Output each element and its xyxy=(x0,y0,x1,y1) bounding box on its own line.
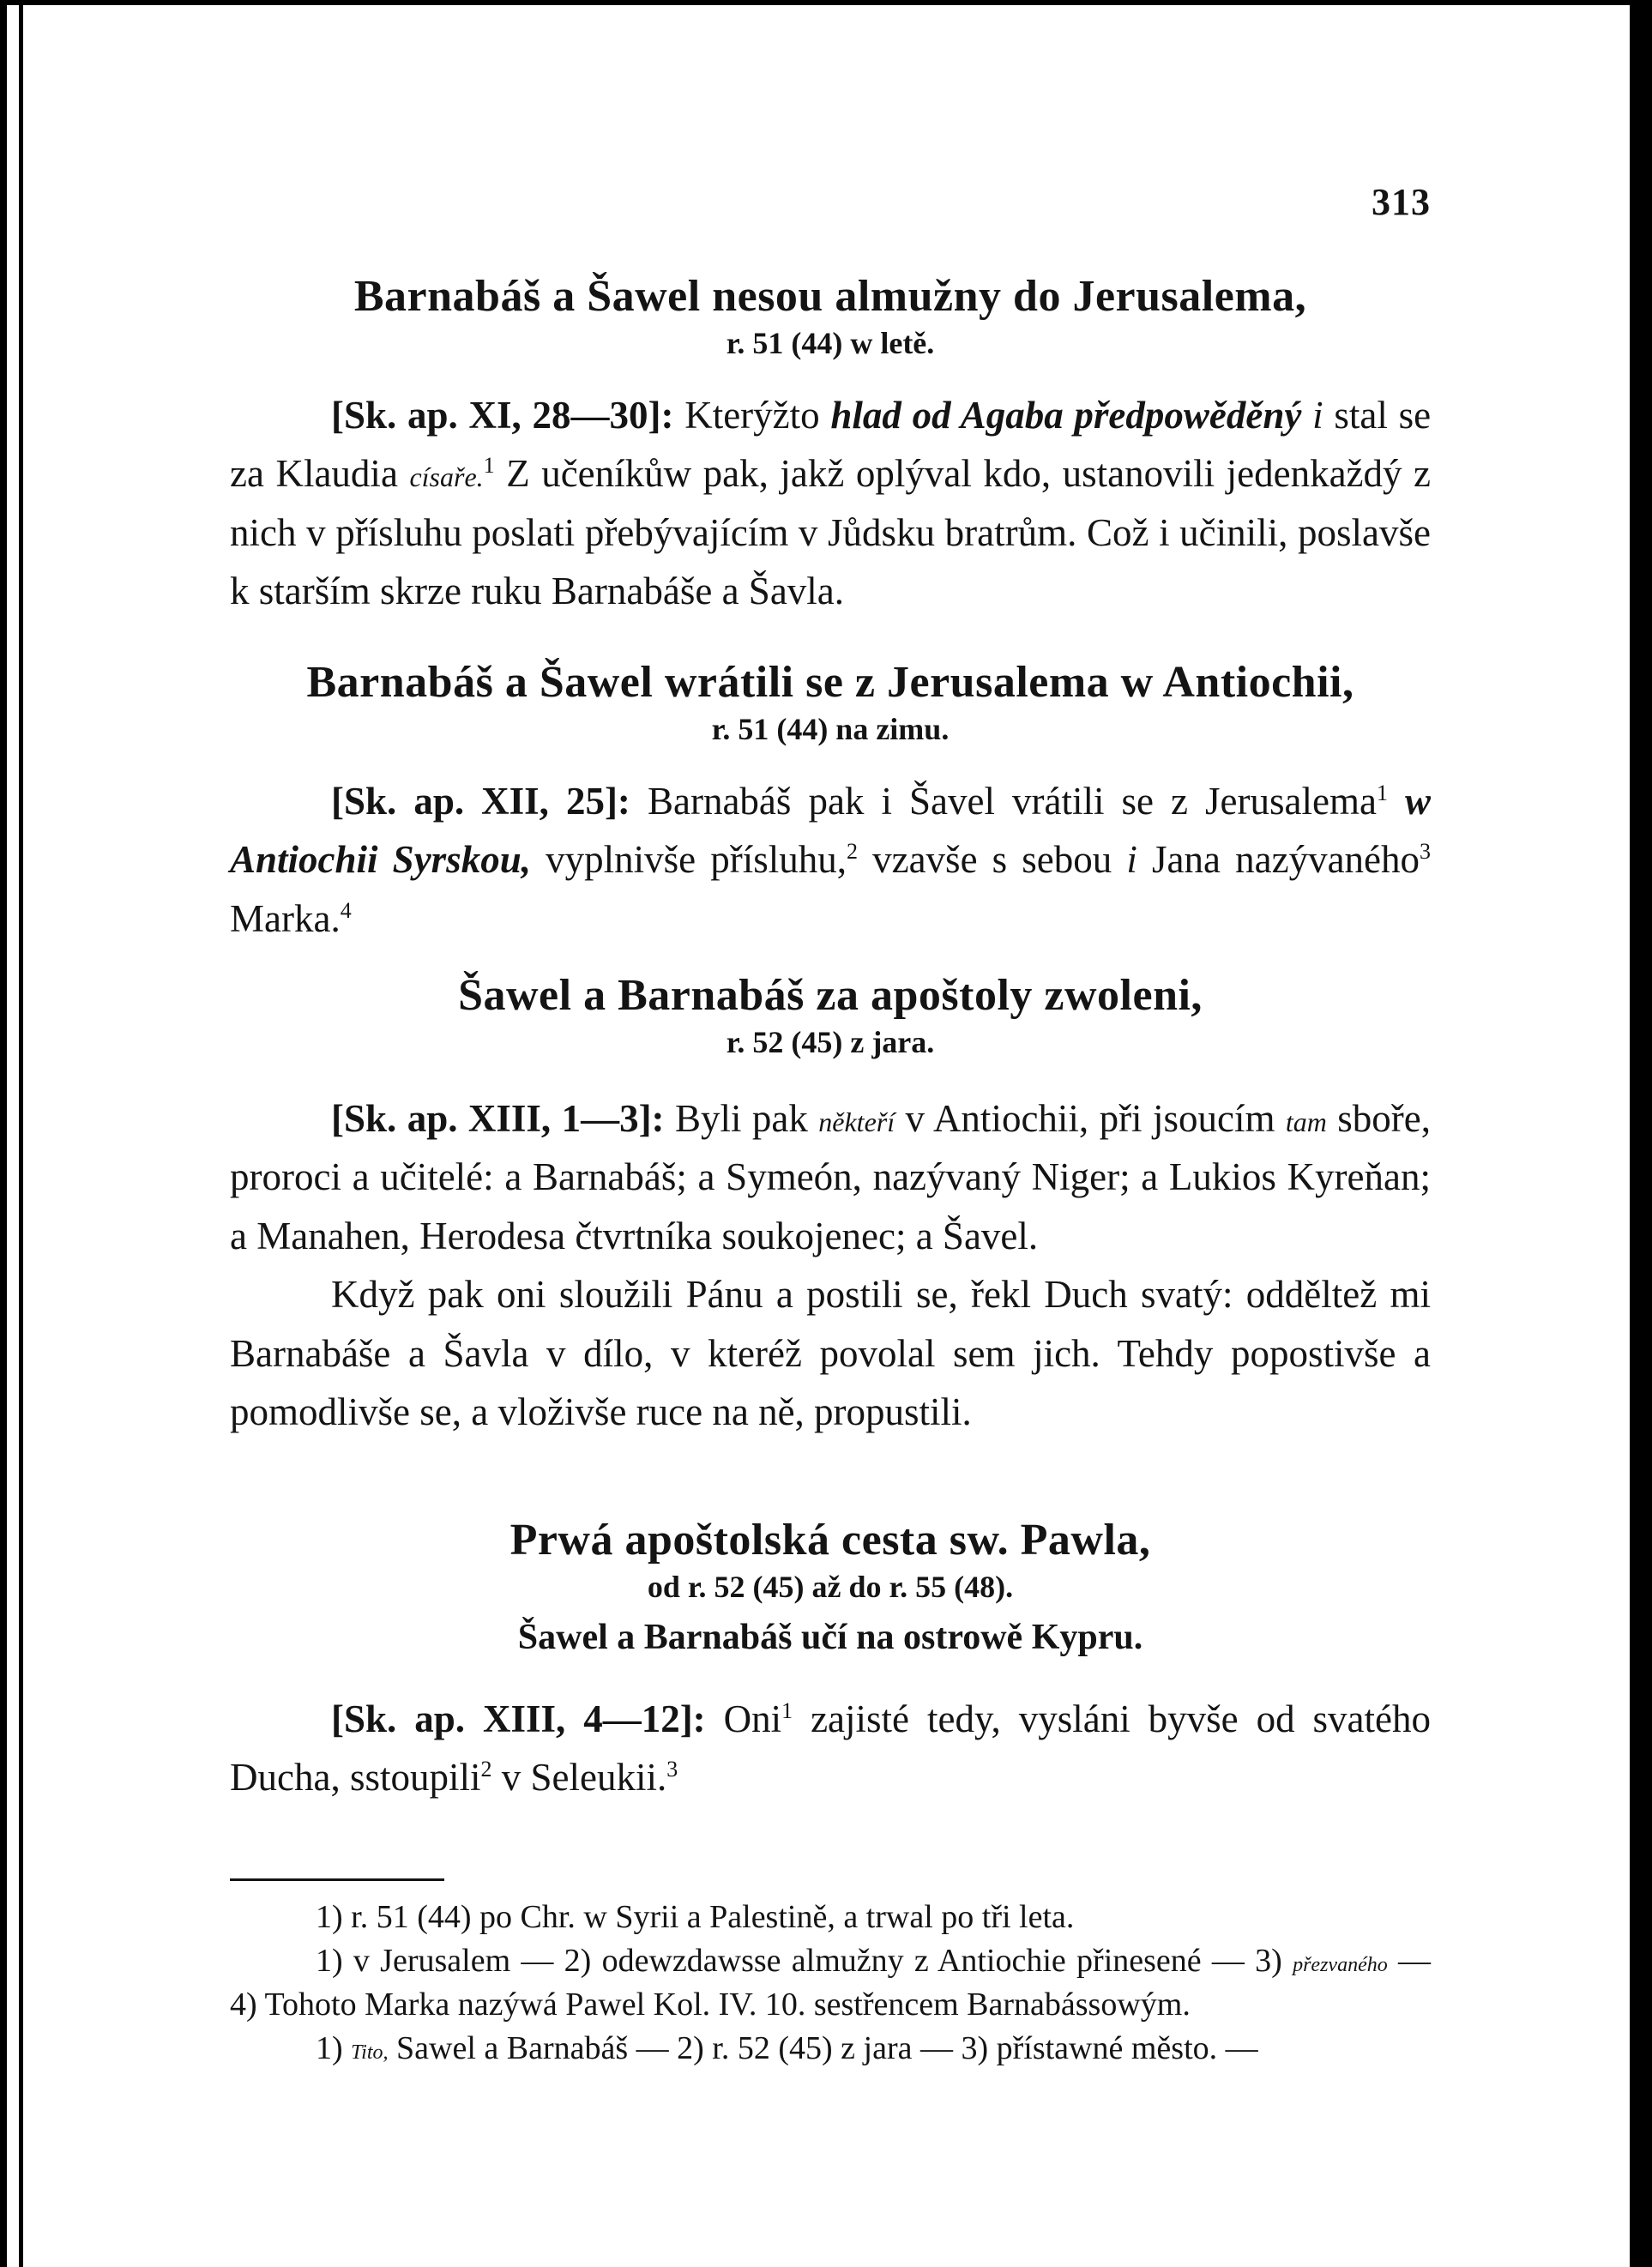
italic-text: císaře. xyxy=(409,461,484,493)
section-4-heading: Prwá apoštolská cesta sw. Pawla, xyxy=(509,1516,1151,1565)
section-4 xyxy=(230,1514,1431,1661)
text: Barnabáš pak i Šavel vrátili se z Jerusalema xyxy=(647,780,1377,823)
page-number: 313 xyxy=(1372,181,1431,223)
footnote-mark: 3 xyxy=(666,1757,678,1782)
citation: [Sk. ap. XIII, 4—12]: xyxy=(331,1697,706,1740)
italic-text: i xyxy=(1312,394,1323,437)
section-2-subheading: r. 51 (44) na zimu. xyxy=(711,712,950,747)
footnote-rule xyxy=(230,1878,444,1881)
footnotes xyxy=(230,1896,1431,2071)
text: 1) xyxy=(316,2029,343,2066)
scan-left-border-inner xyxy=(19,0,23,2267)
footnote-mark: 3 xyxy=(1420,839,1432,865)
text: Jana nazývaného xyxy=(1152,838,1420,882)
blackletter-text: hlad od Agaba předpowěděný xyxy=(830,394,1302,437)
text: Když pak oni sloužili Pánu a postili se, řekl Duch svatý: odděltež mi Barnabáše a Šavla v dílo, v kteréž povolal sem jich. Tehdy popostivše a pomodlivše se, a vloživše ruce na ně, propustili. xyxy=(230,1273,1431,1433)
section-1 xyxy=(230,270,1431,364)
footnote-mark: 4 xyxy=(340,897,352,923)
section-4-subheading-2: Šawel a Barnabáš učí na ostrowě Kypru. xyxy=(517,1618,1143,1658)
section-1-heading: Barnabáš a Šawel nesou almužny do Jerusalema, xyxy=(353,272,1307,321)
italic-text: i xyxy=(1126,838,1137,882)
text: vzavše s sebou xyxy=(872,838,1112,882)
text: Oni xyxy=(723,1697,782,1740)
footnote-1: 1) r. 51 (44) po Chr. w Syrii a Palestině, a trwal po tři leta. xyxy=(316,1899,1075,1935)
paragraph-4 xyxy=(230,1265,1431,1441)
italic-text: tam xyxy=(1285,1106,1327,1137)
italic-text: Tito, xyxy=(351,2041,389,2064)
paragraph-2 xyxy=(230,772,1431,948)
text: sboře, proroci a učitelé: a Barnabáš; a Symeón, nazývaný Niger; a Lukios Kyreňan; a Manahen, Herodesa čtvrtníka soukojenec; a Šavel. xyxy=(230,1097,1432,1257)
section-2-heading: Barnabáš a Šawel wrátili se z Jerusalema w Antiochii, xyxy=(306,658,1354,707)
footnote-mark: 1 xyxy=(781,1698,793,1723)
section-2 xyxy=(230,656,1431,750)
section-4-subheading: od r. 52 (45) až do r. 55 (48). xyxy=(647,1570,1014,1605)
section-3 xyxy=(230,969,1431,1063)
text: vyplnivše přísluhu, xyxy=(546,838,847,882)
text: Z učeníkůw pak, jakž oplýval kdo, ustanovili jedenkaždý z nich v přísluhu poslati přebývajícím v Jůdsku bratrům. Což i učinili, poslavše k starším skrze ruku Barnabáše a Šavla. xyxy=(230,452,1432,613)
footnote-3 xyxy=(230,2027,1431,2071)
section-3-subheading: r. 52 (45) z jara. xyxy=(726,1025,935,1060)
italic-text: někteří xyxy=(818,1106,895,1137)
text: v Antiochii, při jsoucím xyxy=(905,1097,1275,1140)
italic-text: přezvaného xyxy=(1293,1953,1388,1976)
footnote-2 xyxy=(230,1939,1431,2027)
footnote-mark: 2 xyxy=(480,1757,492,1782)
citation: [Sk. ap. XIII, 1—3]: xyxy=(331,1097,665,1140)
scan-top-edge xyxy=(0,0,1652,5)
text: 1) v Jerusalem — 2) odewzdawsse almužny z Antiochie přinesené — 3) xyxy=(316,1942,1282,1979)
blackletter-text: w Antiochii Syrskou, xyxy=(230,780,1432,882)
text: stal se za Klaudia xyxy=(230,394,1432,496)
section-1-subheading: r. 51 (44) w letě. xyxy=(726,326,935,361)
text: zajisté tedy, vysláni byvše od svatého Ducha, sstoupili xyxy=(230,1697,1431,1800)
citation: [Sk. ap. XII, 25]: xyxy=(331,780,630,823)
citation: [Sk. ap. XI, 28—30]: xyxy=(331,394,674,437)
text: Sawel a Barnabáš — 2) r. 52 (45) z jara — 3) přístawné město. — xyxy=(396,2029,1258,2066)
text: Kterýžto xyxy=(684,394,820,437)
paragraph-1 xyxy=(230,386,1431,621)
paragraph-3 xyxy=(230,1089,1431,1441)
footnote-mark: 2 xyxy=(846,839,858,865)
scan-right-border xyxy=(1630,0,1652,2267)
paragraph-5 xyxy=(230,1690,1431,1807)
text: Marka. xyxy=(230,896,341,940)
text: — 4) Tohoto Marka nazýwá Pawel Kol. IV. 10. sestřencem Barnabássowým. xyxy=(230,1942,1431,2023)
text: Byli pak xyxy=(674,1097,808,1140)
footnote-mark: 1 xyxy=(483,453,495,479)
scan-left-border xyxy=(0,0,7,2267)
text: v Seleukii. xyxy=(501,1756,667,1800)
section-3-heading: Šawel a Barnabáš za apoštoly zwoleni, xyxy=(458,971,1203,1020)
footnote-mark: 1 xyxy=(1376,781,1388,805)
